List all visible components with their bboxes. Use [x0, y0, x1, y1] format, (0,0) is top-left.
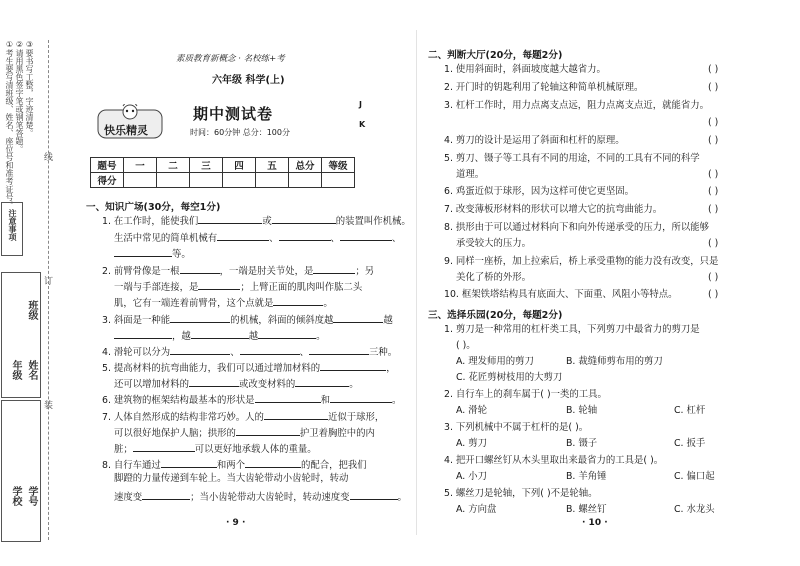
answer-paren[interactable]: ( ) [708, 204, 719, 215]
answer-blank[interactable] [198, 279, 240, 290]
mark-j: J [359, 100, 362, 109]
notice-box [1, 202, 23, 256]
section2-title: 二、判断大厅(20分，每题2分) [428, 50, 563, 61]
s1-q4: 4. 滑轮可以分为 、 、 三种。 [102, 344, 397, 359]
score-cell[interactable] [190, 173, 223, 188]
happy-elf-logo [96, 104, 164, 144]
exam-note-2: ②请用黑色签字笔或钢笔答题。 [15, 40, 24, 153]
field-school[interactable]: 学校 [10, 486, 21, 506]
answer-blank[interactable] [161, 457, 217, 468]
answer-blank[interactable] [340, 230, 392, 241]
score-header-cell: 一 [124, 158, 157, 173]
s1-q8-line2: 脚蹬的力量传递到车轮上。当大齿轮带动小齿轮时，转动 [114, 473, 349, 484]
notice-label: 注意事项 [8, 209, 17, 241]
answer-blank[interactable] [320, 360, 386, 371]
s3-q2-option-a[interactable]: A. 滑轮 [456, 405, 487, 416]
answer-paren[interactable]: ( ) [708, 117, 719, 128]
s2-item-7: 7. 改变薄板形材料的形状可以增大它的抗弯曲能力。 [444, 204, 663, 215]
s3-q3-stem: 3. 下列机械中不属于杠杆的是( )。 [444, 422, 589, 433]
answer-blank[interactable] [170, 344, 230, 355]
score-cell[interactable] [256, 173, 289, 188]
s3-q2-stem: 2. 自行车上的刹车属于( )一类的工具。 [444, 389, 607, 400]
exam-title: 期中测试卷 [193, 105, 274, 123]
s3-q1-option-b[interactable]: B. 裁缝师剪布用的剪刀 [566, 356, 663, 367]
s3-q5-option-b[interactable]: B. 螺丝钉 [566, 504, 607, 515]
answer-blank[interactable] [333, 312, 383, 323]
cut-label-line: 线 [44, 153, 54, 163]
s1-q5-line1: 5. 提高材料的抗弯曲能力，我们可以通过增加材料的 ， [102, 360, 396, 375]
answer-blank[interactable] [309, 344, 369, 355]
binding-strip [0, 0, 62, 566]
s3-q4-stem: 4. 把开口螺丝钉从木头里取出来最省力的工具是( )。 [444, 455, 664, 466]
s2-item-9: 9. 同样一座桥，加上拉索后，桥上承受重物的能力没有改变，只是 [444, 256, 719, 267]
s1-q5-line2: 还可以增加材料的 或改变材料的 。 [114, 376, 359, 391]
s2-item-10: 10. 框架铁塔结构具有底面大、下面重、风阻小等特点。 [444, 289, 678, 300]
answer-blank[interactable] [189, 376, 239, 387]
s2-item-5-cont: 道理。 [456, 169, 485, 180]
score-header-cell: 三 [190, 158, 223, 173]
s1-q8-line3: 速度变 ；当小齿轮带动大齿轮时，转动速度变 。 [114, 489, 407, 504]
s3-q4-option-b[interactable]: B. 羊角锤 [566, 471, 607, 482]
s3-q1-option-a[interactable]: A. 理发师用的剪刀 [456, 356, 534, 367]
answer-blank[interactable] [240, 344, 300, 355]
s2-item-9-cont: 美化了桥的外形。 [456, 272, 532, 283]
answer-blank[interactable] [114, 328, 172, 339]
answer-blank[interactable] [264, 409, 328, 420]
s1-q7-line3: 脏； 可以更好地承载人体的重量。 [114, 441, 317, 456]
score-cell[interactable] [322, 173, 355, 188]
answer-blank[interactable] [330, 392, 392, 403]
score-header-cell: 等级 [322, 158, 355, 173]
s2-item-8: 8. 拱形由于可以通过材料向下和向外传递承受的压力，所以能够 [444, 222, 710, 233]
answer-blank[interactable] [198, 213, 262, 224]
score-cell[interactable] [124, 173, 157, 188]
field-grade[interactable]: 年级 [10, 360, 21, 380]
score-header-cell: 二 [157, 158, 190, 173]
answer-blank[interactable] [142, 489, 190, 500]
s1-q1-line3: 等。 [114, 246, 191, 261]
answer-blank[interactable] [217, 230, 269, 241]
grade-subject: 六年级 科学(上) [212, 75, 285, 86]
answer-blank[interactable] [279, 230, 331, 241]
s3-q1-option-c[interactable]: C. 花匠剪树枝用的大剪刀 [456, 372, 563, 383]
cut-label-bind: 订 [44, 277, 54, 287]
answer-blank[interactable] [295, 376, 349, 387]
answer-blank[interactable] [191, 328, 249, 339]
score-table [90, 157, 355, 188]
s1-q7-line1: 7. 人体自然形成的结构非常巧妙。人的 近似于球形， [102, 409, 384, 424]
s2-item-3: 3. 杠杆工作时，用力点离支点远，阻力点离支点近，就能省力。 [444, 100, 710, 111]
field-student-id[interactable]: 学号 [26, 486, 37, 506]
s1-q6: 6. 建筑物的框架结构最基本的形状是 和 。 [102, 392, 401, 407]
s3-q4-option-c[interactable]: C. 偏口起 [674, 471, 715, 482]
answer-blank[interactable] [273, 295, 323, 306]
cut-line [48, 40, 49, 540]
answer-blank[interactable] [313, 263, 355, 274]
s3-q2-option-c[interactable]: C. 杠杆 [674, 405, 706, 416]
s3-q3-option-a[interactable]: A. 剪刀 [456, 438, 487, 449]
s3-q5-option-c[interactable]: C. 水龙头 [674, 504, 715, 515]
s3-q1-stem: 1. 剪刀是一种常用的杠杆类工具，下列剪刀中最省力的剪刀是 [444, 324, 700, 335]
answer-paren[interactable]: ( ) [708, 135, 719, 146]
answer-blank[interactable] [272, 213, 336, 224]
answer-paren[interactable]: ( ) [708, 64, 719, 75]
s1-q2-line3: 肌，它有一端连着前臂骨，这个点就是 。 [114, 295, 333, 310]
answer-paren[interactable]: ( ) [708, 289, 719, 300]
answer-paren[interactable]: ( ) [708, 82, 719, 93]
answer-blank[interactable] [245, 457, 301, 468]
answer-paren[interactable]: ( ) [708, 169, 719, 180]
score-row-label: 得分 [91, 173, 124, 188]
score-cell[interactable] [289, 173, 322, 188]
field-class[interactable]: 班级 [26, 300, 37, 320]
score-header-cell: 五 [256, 158, 289, 173]
s1-q7-line2: 可以很好地保护人脑；拱形的 护卫着胸腔中的内 [114, 425, 375, 440]
score-header-cell: 总分 [289, 158, 322, 173]
s2-item-6: 6. 鸡蛋近似于球形，因为这样可使它更坚固。 [444, 186, 635, 197]
section3-title: 三、选择乐园(20分，每题2分) [428, 310, 563, 321]
answer-blank[interactable] [255, 392, 321, 403]
answer-blank[interactable] [258, 328, 316, 339]
exam-time-score: 时间：60分钟 总分：100分 [190, 128, 290, 137]
field-name[interactable]: 姓名 [26, 360, 37, 380]
s3-q1-stem-cont: ( )。 [456, 340, 476, 351]
s2-item-8-cont: 承受较大的压力。 [456, 238, 532, 249]
mark-k: K [359, 120, 366, 129]
s1-q3-line2: ，越 越 。 [114, 328, 326, 343]
s2-item-4: 4. 剪刀的设计是运用了斜面和杠杆的原理。 [444, 135, 625, 146]
score-header-cell: 题号 [91, 158, 124, 173]
s3-q3-option-b[interactable]: B. 镊子 [566, 438, 598, 449]
s1-q3-line1: 3. 斜面是一种能 的机械，斜面的倾斜度越 越 [102, 312, 393, 327]
s1-q2-line2: 一端与手部连接，是 ；上臂正面的肌肉叫作肱二头 [114, 279, 362, 294]
exam-note-3: ③要书写工整，字迹清楚。 [25, 40, 34, 137]
s3-q4-option-a[interactable]: A. 小刀 [456, 471, 487, 482]
answer-blank[interactable] [170, 312, 230, 323]
answer-blank[interactable] [350, 489, 398, 500]
left-page-number: · 9 · [226, 518, 246, 528]
s3-q3-option-c[interactable]: C. 扳手 [674, 438, 706, 449]
s2-item-1: 1. 使用斜面时，斜面坡度越大越省力。 [444, 64, 606, 75]
school-info-box [1, 400, 41, 542]
page-divider [416, 30, 417, 535]
s3-q2-option-b[interactable]: B. 轮轴 [566, 405, 598, 416]
right-page-number: · 10 · [582, 518, 608, 528]
logo-text: 快乐精灵 [104, 124, 148, 137]
s2-item-5: 5. 剪刀、镊子等工具有不同的用途，不同的工具有不同的科学 [444, 153, 700, 164]
s1-q8-line1: 8. 自行车通过 和两个 的配合，把我们 [102, 457, 367, 472]
answer-blank[interactable] [133, 441, 195, 452]
cut-label-install: 装 [44, 401, 54, 411]
exam-note-1: ①考生要写清班级、姓名、座位号和准考证号。 [5, 40, 14, 209]
section1-title: 一、知识广场(30分，每空1分) [86, 202, 221, 213]
s3-q5-stem: 5. 螺丝刀是轮轴，下列( )不是轮轴。 [444, 488, 598, 499]
brand-slogan: 素质教育新概念 · 名校练+考 [176, 54, 285, 64]
s2-item-2: 2. 开门时的钥匙利用了轮轴这种简单机械原理。 [444, 82, 644, 93]
score-cell[interactable] [157, 173, 190, 188]
score-header-cell: 四 [223, 158, 256, 173]
s1-q1-line2: 生活中常见的简单机械有 、 、 、 [114, 230, 401, 245]
answer-blank[interactable] [236, 425, 300, 436]
s1-q1-line1: 1. 在工作时，能使我们 或 的装置叫作机械。 [102, 213, 411, 228]
answer-blank[interactable] [114, 246, 172, 257]
answer-paren[interactable]: ( ) [708, 238, 719, 249]
s1-q2-line1: 2. 前臂骨像是一根 ，一端是肘关节处，是 ；另 [102, 263, 374, 278]
score-cell[interactable] [223, 173, 256, 188]
s3-q5-option-a[interactable]: A. 方向盘 [456, 504, 497, 515]
answer-paren[interactable]: ( ) [708, 272, 719, 283]
answer-blank[interactable] [180, 263, 220, 274]
answer-paren[interactable]: ( ) [708, 186, 719, 197]
